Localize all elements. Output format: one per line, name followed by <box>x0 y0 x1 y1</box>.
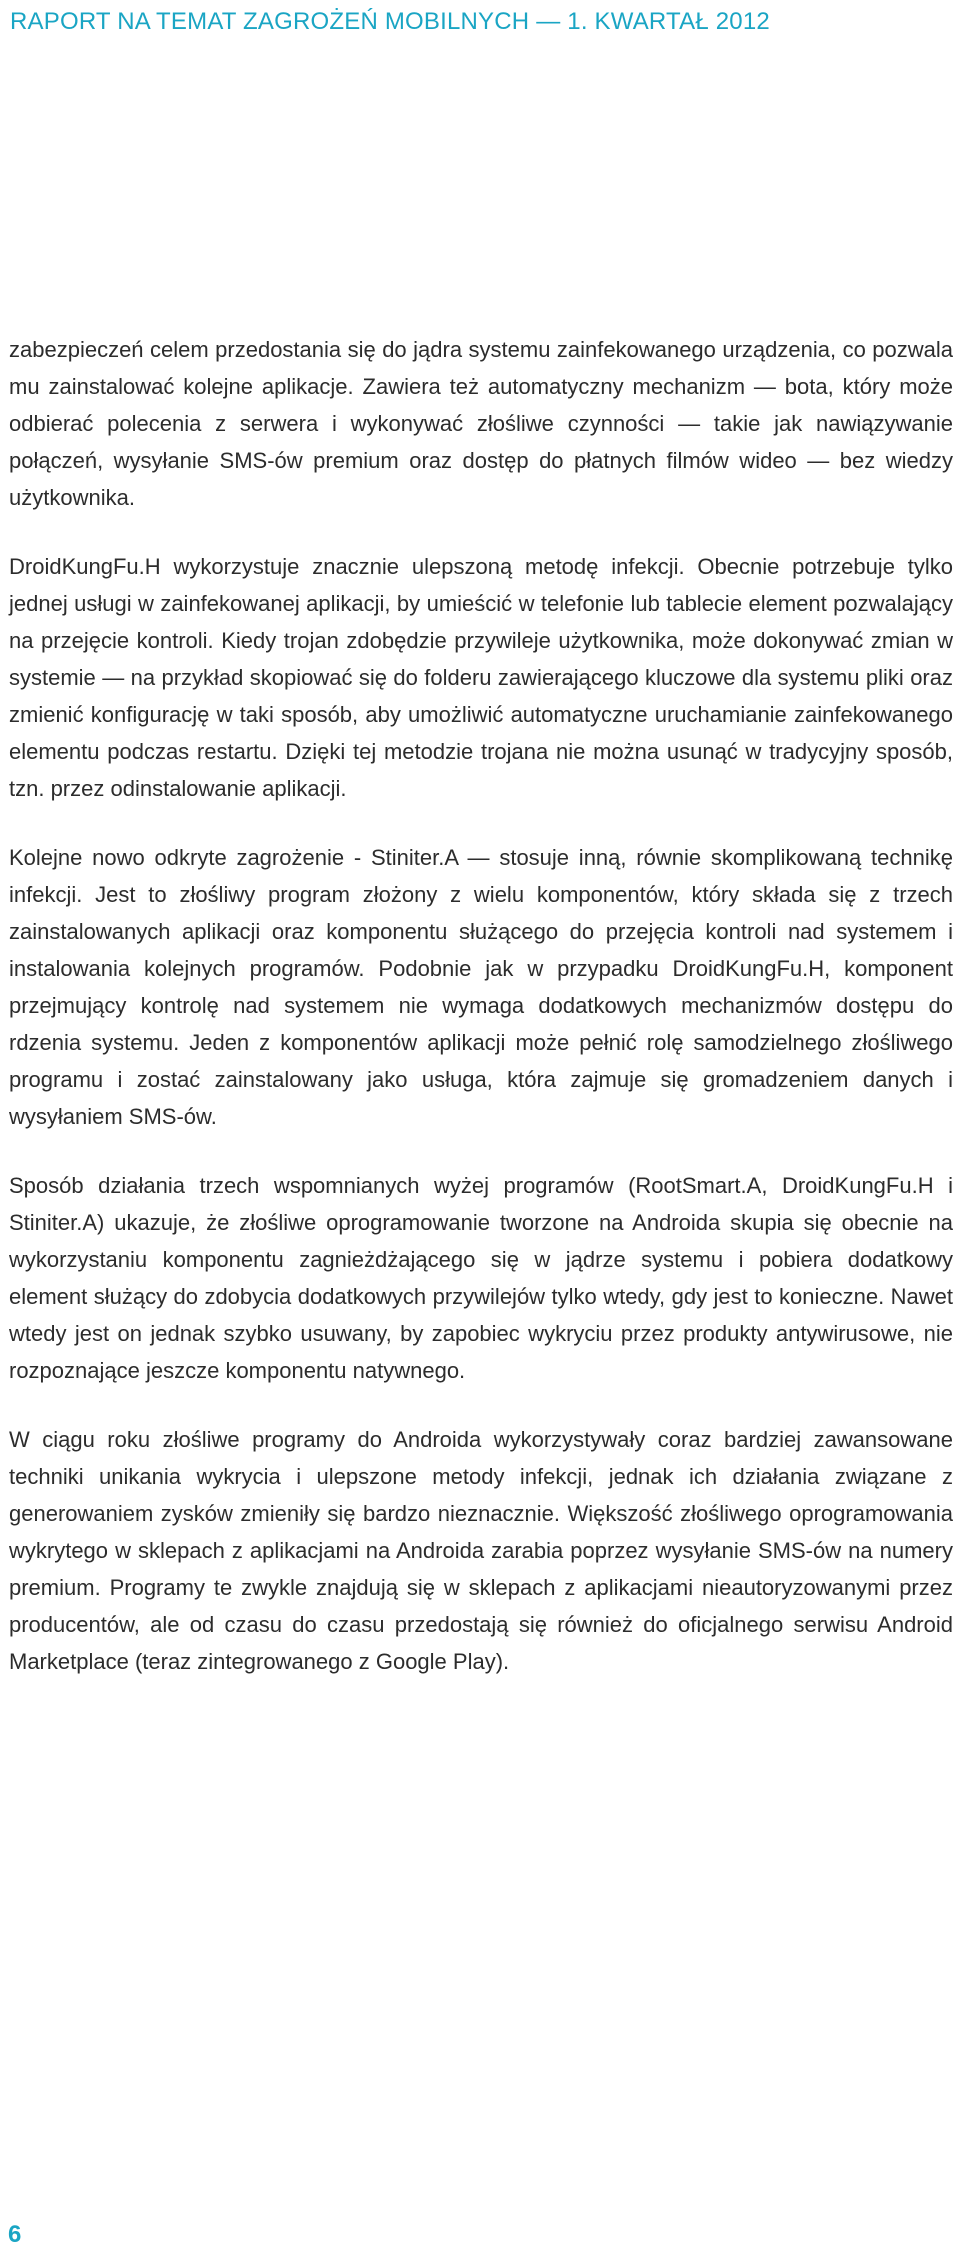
page-number: 6 <box>8 2221 22 2248</box>
paragraph: DroidKungFu.H wykorzystuje znacznie ulepszoną metodę infekcji. Obecnie potrzebuje tylko jednej usługi w zainfekowanej aplikacji, by umieścić w telefonie lub tablecie element pozwalający na przejęcie kontroli. Kiedy trojan zdobędzie przywileje użytkownika, może dokonywać zmian w systemie — na przykład skopiować się do folderu zawierającego kluczowe dla systemu pliki oraz zmienić konfigurację w taki sposób, aby umożliwić automatyczne uruchamianie zainfekowanego elementu podczas restartu. Dzięki tej metodzie trojana nie można usunąć w tradycyjny sposób, tzn. przez odinstalowanie aplikacji. <box>9 554 953 801</box>
paragraph: Kolejne nowo odkryte zagrożenie - Stiniter.A — stosuje inną, równie skomplikowaną technikę infekcji. Jest to złośliwy program złożony z wielu komponentów, który składa się z trzech zainstalowanych aplikacji oraz komponentu służącego do przejęcia kontroli nad systemem i instalowania kolejnych programów. Podobnie jak w przypadku DroidKungFu.H, komponent przejmujący kontrolę nad systemem nie wymaga dodatkowych mechanizmów dostępu do rdzenia systemu. Jeden z komponentów aplikacji może pełnić rolę samodzielnego złośliwego programu i zostać zainstalowany jako usługa, która zajmuje się gromadzeniem danych i wysyłaniem SMS-ów. <box>9 845 953 1129</box>
paragraph: Sposób działania trzech wspomnianych wyżej programów (RootSmart.A, DroidKungFu.H i Stiniter.A) ukazuje, że złośliwe oprogramowanie tworzone na Androida skupia się obecnie na wykorzystaniu komponentu zagnieżdżającego się w jądrze systemu i pobiera dodatkowy element służący do zdobycia dodatkowych przywilejów tylko wtedy, gdy jest to konieczne. Nawet wtedy jest on jednak szybko usuwany, by zapobiec wykryciu przez produkty antywirusowe, nie rozpoznające jeszcze komponentu natywnego. <box>9 1173 953 1383</box>
document-body <box>9 331 953 1712</box>
paragraph: W ciągu roku złośliwe programy do Androida wykorzystywały coraz bardziej zawansowane techniki unikania wykrycia i ulepszone metody infekcji, jednak ich działania związane z generowaniem zysków zmieniły się bardzo nieznacznie. Większość złośliwego oprogramowania wykrytego w sklepach z aplikacjami na Androida zarabia poprzez wysyłanie SMS-ów na numery premium. Programy te zwykle znajdują się w sklepach z aplikacjami nieautoryzowanymi przez producentów, ale od czasu do czasu przedostają się również do oficjalnego serwisu Android Marketplace (teraz zintegrowanego z Google Play). <box>9 1427 953 1674</box>
paragraph: zabezpieczeń celem przedostania się do jądra systemu zainfekowanego urządzenia, co pozwala mu zainstalować kolejne aplikacje. Zawiera też automatyczny mechanizm — bota, który może odbierać polecenia z serwera i wykonywać złośliwe czynności — takie jak nawiązywanie połączeń, wysyłanie SMS-ów premium oraz dostęp do płatnych filmów wideo — bez wiedzy użytkownika. <box>9 337 953 510</box>
running-header: RAPORT NA TEMAT ZAGROŻEŃ MOBILNYCH — 1. KWARTAŁ 2012 <box>10 8 770 35</box>
